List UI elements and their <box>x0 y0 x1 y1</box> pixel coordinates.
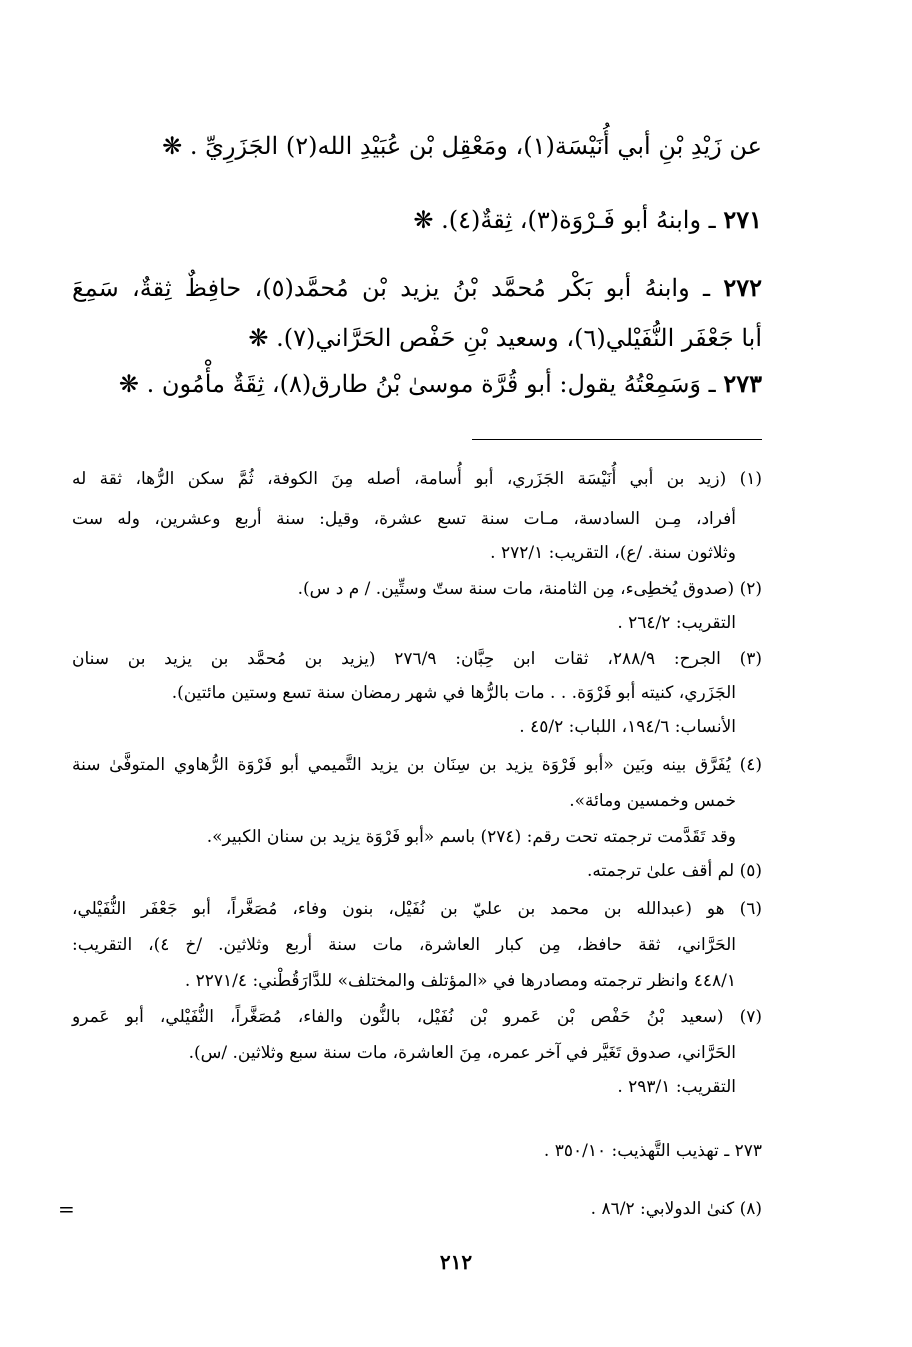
entry-272-number: ٢٧٢ <box>723 273 762 302</box>
footnote-7-line-3: التقريب: ٢٩٣/١ . <box>617 1077 736 1097</box>
entry-273-number: ٢٧٣ <box>723 369 762 398</box>
main-line-1: عن زَيْدِ بْنِ أبي أُنَيْسَة(١)، ومَعْقِل بْن عُبَيْدِ الله(٢) الجَزَرِيِّ . ❋ <box>162 132 762 160</box>
footnote-4-line-2: خمس وخمسين ومائة». <box>569 791 736 811</box>
entry-271-number: ٢٧١ <box>723 205 762 234</box>
footnote-8-line-1: (٨) كنىٰ الدولابي: ٨٦/٢ . <box>590 1199 762 1219</box>
footnote-1-line-2: أفراد، مِـن السادسة، مـات سنة تسع عشرة، وقيل: سنة أربع وعشرين، وله ست <box>72 509 736 529</box>
entry-271 <box>413 200 762 240</box>
footnote-2-line-1: (٢) (صدوق يُخطِىء، مِن الثامنة، مات سنة ستّ وستِّين. / م د س). <box>297 579 762 599</box>
footnote-4-line-1: (٤) يُفَرَّق بينه وبَين «أبو فَرْوَة يزيد بن سِنَان بن يزيد التَّميمي أبو فَرْوَة الرُّهاوي المتوفَّىٰ سنة <box>72 755 762 775</box>
footnote-6-line-2: الحَرَّاني، ثقة حافظ، مِن كبار العاشرة، مات سنة أربع وثلاثين. /خ ٤)، التقريب: <box>72 935 737 955</box>
entry-272-line-2: أبا جَعْفَر النُّفَيْلي(٦)، وسعيد بْنِ حَفْص الحَرَّاني(٧). ❋ <box>248 324 762 352</box>
footnote-1-line-1: (١) (زيد بن أبي أُنَيْسَة الجَزَري، أبو أُسامة، أصله مِنَ الكوفة، ثُمَّ سكن الرُّها، ثقة له <box>72 469 762 489</box>
reference-273: ٢٧٣ ـ تهذيب التَّهذيب: ٣٥٠/١٠ . <box>543 1141 762 1161</box>
footnote-3-line-1: (٣) الجرح: ٢٨٨/٩، ثقات ابن حِبَّان: ٢٧٦/٩ (يزيد بن مُحمَّد بن يزيد بن سنان <box>72 649 762 669</box>
continuation-mark: = <box>58 1197 75 1221</box>
entry-271-text: ـ وابنهُ أبو فَـرْوَة(٣)، ثِقةٌ(٤). ❋ <box>413 206 716 234</box>
footnote-7-line-2: الحَرَّاني، صدوق تَغَيَّر في آخر عمره، مِنَ العاشرة، مات سنة سبع وثلاثين. /س). <box>188 1043 736 1063</box>
footnote-5-line-1: (٥) لم أقف علىٰ ترجمته. <box>586 861 762 881</box>
footnote-6-line-1: (٦) هو (عبدالله بن محمد بن عليّ بن نُفَيْل، بنون وفاء، مُصَغَّراً، أبو جَعْفَر النُّفَيْلي، <box>72 899 762 919</box>
footnote-4-line-3: وقد تَقَدَّمت ترجمته تحت رقم: (٢٧٤) باسم «أبو فَرْوَة يزيد بن سنان الكبير». <box>206 827 736 847</box>
footnote-3-line-2: الجَزَري، كنيته أبو فَرْوَة. . . مات بالرُّها في شهر رمضان سنة تسع وستين مائتين). <box>171 683 736 703</box>
entry-272-text: ـ وابنهُ أبو بَكْر مُحمَّد بْنُ يزيد بْن مُحمَّد(٥)، حافِظٌ ثِقةٌ، سَمِعَ <box>72 274 711 302</box>
footnote-7-line-1: (٧) (سعيد بْنُ حَفْص بْن عَمرو بْن نُفَيْل، بالنُّون والفاء، مُصَغَّراً، النُّفَيْلي، أبو عَمرو <box>72 1007 762 1027</box>
footnote-3-line-3: الأنساب: ١٩٤/٦، اللباب: ٤٥/٢ . <box>519 717 736 737</box>
footnote-2-line-2: التقريب: ٢٦٤/٢ . <box>617 613 736 633</box>
footnote-1-line-3: وثلاثون سنة. /ع)، التقريب: ٢٧٢/١ . <box>490 543 736 563</box>
page-number: ٢١٢ <box>439 1250 473 1274</box>
entry-272 <box>72 268 762 308</box>
footnote-6-line-3: ٤٤٨/١ وانظر ترجمته ومصادرها في «المؤتلف والمختلف» للدَّارَقُطْني: ٢٢٧١/٤ . <box>184 971 736 991</box>
entry-273-text: ـ وَسَمِعْتُهُ يقول: أبو قُرَّة موسىٰ بْنُ طارق(٨)، ثِقَةٌ مأْمُون . ❋ <box>118 370 716 398</box>
entry-273 <box>119 364 762 404</box>
footnote-separator <box>472 439 762 440</box>
